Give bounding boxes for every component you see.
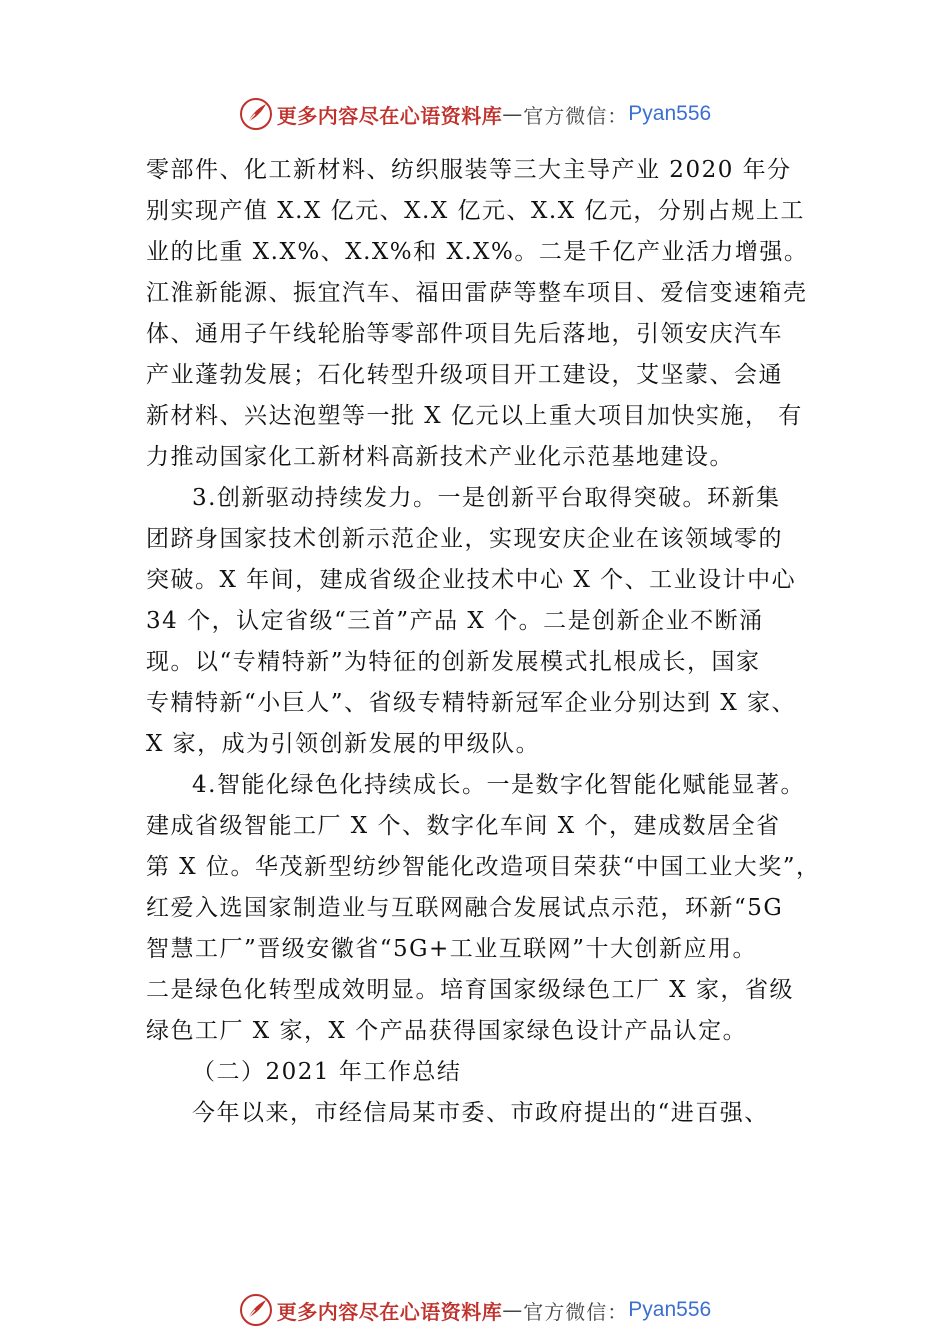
text-line: 34 个，认定省级“三首”产品 X 个。二是创新企业不断涌: [146, 608, 764, 634]
text-line: 第 X 位。华茂新型纺纱智能化改造项目荣获“中国工业大奖”，: [146, 854, 821, 880]
footer-dash: —: [502, 1298, 524, 1322]
paragraph-3: [146, 765, 821, 1052]
text-line: 3.创新驱动持续发力。一是创新平台取得突破。环新集: [192, 485, 781, 511]
section-heading-text: （二）2021 年工作总结: [192, 1059, 462, 1085]
text-line: 红爱入选国家制造业与互联网融合发展试点示范，环新“5G: [146, 895, 784, 921]
text-line: 二是绿色化转型成效明显。培育国家级绿色工厂 X 家，省级: [146, 977, 794, 1003]
footer-banner: [0, 1290, 950, 1330]
text-line: 新材料、兴达泡塑等一批 X 亿元以上重大项目加快实施， 有: [146, 403, 803, 429]
text-line: 团跻身国家技术创新示范企业，实现安庆企业在该领域零的: [146, 526, 783, 552]
paragraph-1: [146, 150, 814, 478]
text-line: 现。以“专精特新”为特征的创新发展模式扎根成长，国家: [146, 649, 761, 675]
header-banner: [0, 94, 950, 134]
text-line: 智慧工厂”晋级安徽省“5G+工业互联网”十大创新应用。: [146, 936, 758, 962]
footer-wechat-id: Pyan556: [628, 1298, 712, 1321]
section-heading: [146, 1052, 814, 1093]
text-line: 建成省级智能工厂 X 个、数字化车间 X 个，建成数居全省: [146, 813, 781, 839]
header-wechat-id: Pyan556: [628, 102, 712, 125]
text-line: 零部件、化工新材料、纺织服装等三大主导产业 2020 年分: [146, 157, 792, 183]
feather-quill-icon: [239, 97, 273, 131]
feather-quill-icon: [239, 1293, 273, 1327]
paragraph-2: [146, 478, 814, 765]
footer-wechat-label: 官方微信：: [523, 1299, 629, 1324]
text-line: 力推动国家化工新材料高新技术产业化示范基地建设。: [146, 444, 734, 470]
footer-brand-text: 更多内容尽在心语资料库: [276, 1299, 503, 1324]
text-line: 今年以来，市经信局某市委、市政府提出的“进百强、: [192, 1100, 769, 1126]
text-line: 江淮新能源、振宜汽车、福田雷萨等整车项目、爱信变速箱壳: [146, 280, 808, 306]
header-wechat-label: 官方微信：: [523, 103, 629, 128]
text-line: 突破。X 年间，建成省级企业技术中心 X 个、工业设计中心: [146, 567, 797, 593]
text-line: 业的比重 X.X%、X.X%和 X.X%。二是千亿产业活力增强。: [146, 239, 809, 265]
text-line: 别实现产值 X.X 亿元、X.X 亿元、X.X 亿元，分别占规上工: [146, 198, 805, 224]
text-line: 4.智能化绿色化持续成长。一是数字化智能化赋能显著。: [192, 772, 805, 798]
text-line: 绿色工厂 X 家，X 个产品获得国家绿色设计产品认定。: [146, 1018, 748, 1044]
paragraph-4: [146, 1093, 814, 1134]
header-brand-text: 更多内容尽在心语资料库: [276, 103, 503, 128]
text-line: 专精特新“小巨人”、省级专精特新冠军企业分别达到 X 家、: [146, 690, 797, 716]
header-dash: —: [502, 102, 524, 126]
text-line: 产业蓬勃发展；石化转型升级项目开工建设，艾坚蒙、会通: [146, 362, 783, 388]
text-line: 体、通用子午线轮胎等零部件项目先后落地，引领安庆汽车: [146, 321, 783, 347]
document-body: [146, 150, 821, 1134]
text-line: X 家，成为引领创新发展的甲级队。: [146, 731, 541, 757]
